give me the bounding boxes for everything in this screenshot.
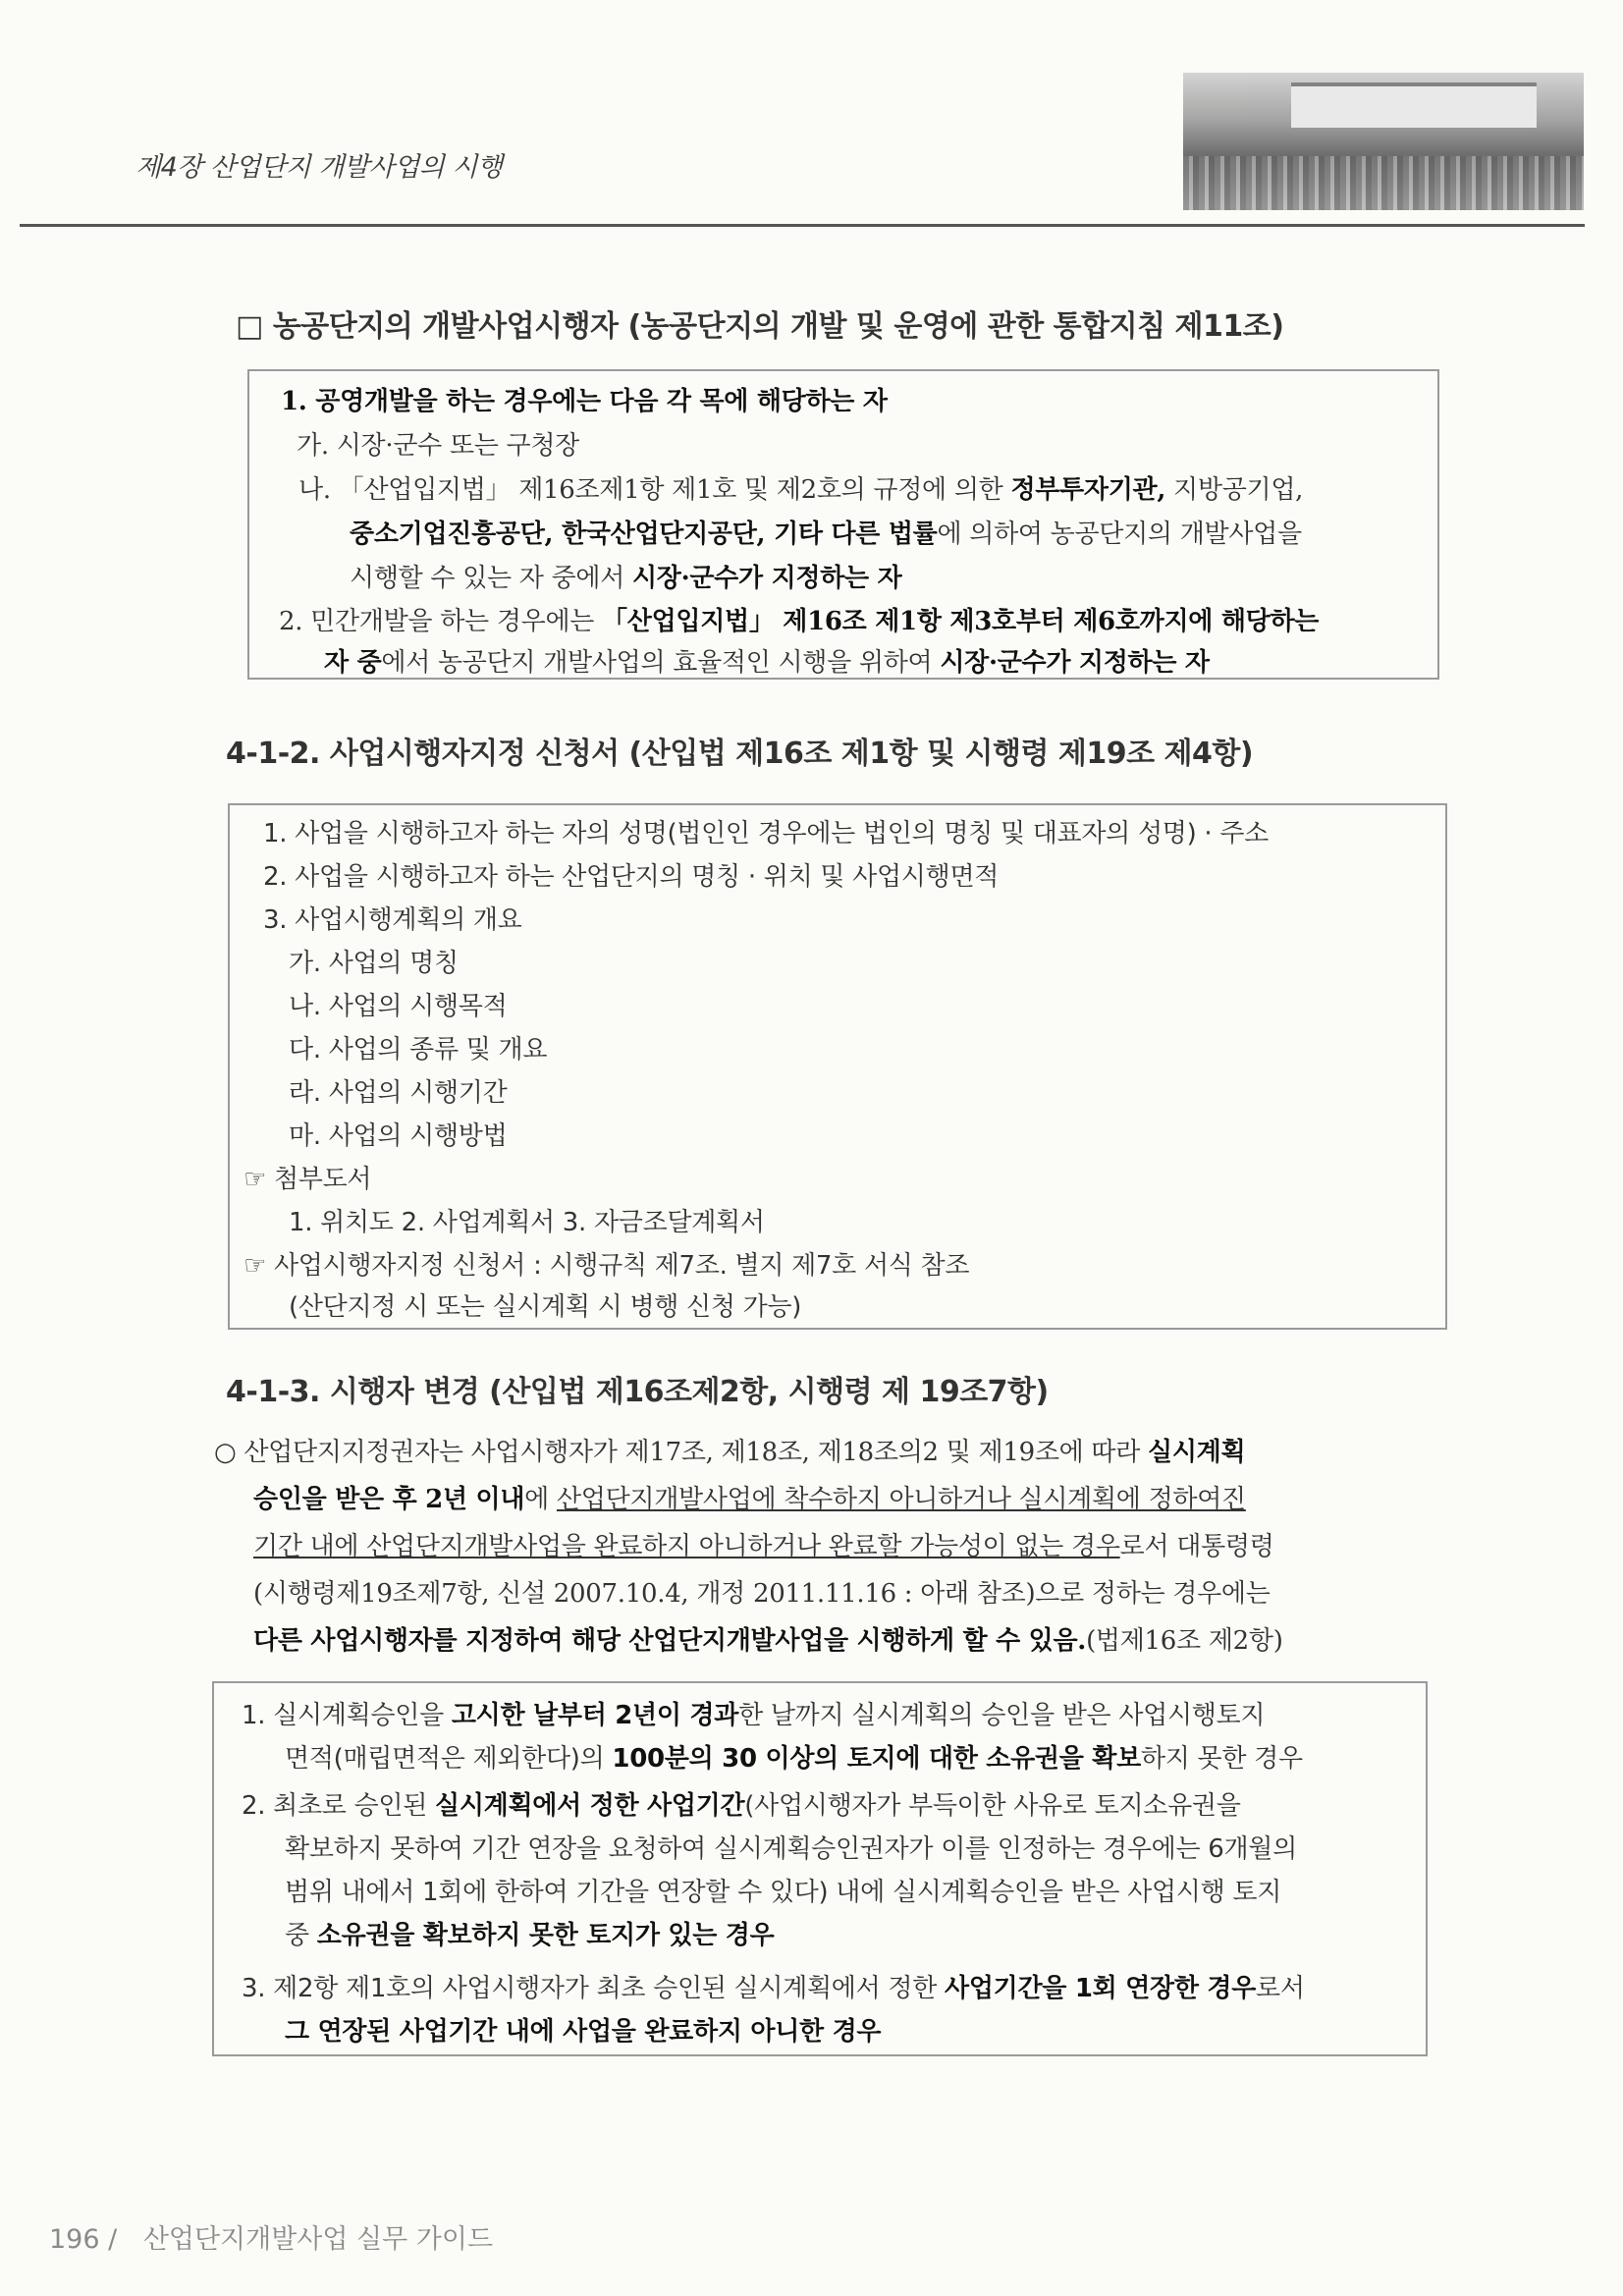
paragraph-line bbox=[253, 1620, 1283, 1657]
text-segment: 마. 사업의 시행방법 bbox=[289, 1121, 508, 1151]
text-segment: 100분의 30 이상의 토지에 대한 소유권을 확보 bbox=[612, 1744, 1141, 1774]
text-segment: 3. 사업시행계획의 개요 bbox=[263, 905, 522, 935]
list-item bbox=[289, 943, 459, 979]
text-segment: 1. 위치도 2. 사업계획서 3. 자금조달계획서 bbox=[289, 1208, 765, 1237]
text-segment: 에 의하여 농공단지의 개발사업을 bbox=[937, 519, 1302, 549]
header-photo bbox=[1183, 73, 1584, 210]
book-title: 산업단지개발사업 실무 가이드 bbox=[142, 2224, 494, 2255]
text-segment: 확보하지 못하여 기간 연장을 요청하여 실시계획승인권자가 이를 인정하는 경우에는 6개월의 bbox=[285, 1834, 1297, 1864]
text-segment: 고시한 날부터 2년이 경과 bbox=[451, 1701, 739, 1730]
header-divider bbox=[20, 224, 1585, 227]
section-413-paragraph bbox=[214, 1432, 1451, 1677]
agro-heading-text: 농공단지의 개발사업시행자 (농공단지의 개발 및 운영에 관한 통합지침 제11조) bbox=[272, 309, 1284, 344]
text-segment: 산업단지개발사업에 착수하지 아니하거나 실시계획에 정하여진 bbox=[556, 1485, 1246, 1514]
text-segment: 정부투자기관, bbox=[1010, 475, 1166, 505]
text-segment: 2. 민간개발을 하는 경우에는 bbox=[279, 607, 603, 636]
section-412-heading: 4-1-2. 사업시행자지정 신청서 (산입법 제16조 제1항 및 시행령 제19조 제4항) bbox=[226, 737, 1254, 771]
attachment-list bbox=[289, 1202, 765, 1238]
list-item bbox=[298, 469, 1303, 506]
text-segment: 면적(매립면적은 제외한다)의 bbox=[285, 1744, 613, 1774]
list-item bbox=[263, 856, 999, 893]
text-segment: 나. 「산업입지법」 제16조제1항 제1호 및 제2호의 규정에 의한 bbox=[298, 475, 1011, 505]
text-segment: ○ 산업단지지정권자는 사업시행자가 제17조, 제18조, 제18조의2 및 제19조에 따라 bbox=[214, 1438, 1149, 1467]
text-segment: 시장·군수가 지정하는 자 bbox=[631, 564, 902, 593]
building-image bbox=[1291, 82, 1537, 128]
text-segment: 다. 사업의 종류 및 개요 bbox=[289, 1035, 548, 1065]
list-item bbox=[285, 1872, 1281, 1908]
paragraph-line bbox=[253, 1479, 1246, 1515]
list-item bbox=[289, 1029, 547, 1066]
section-412-box bbox=[228, 803, 1447, 1330]
text-segment: 다른 사업시행자를 지정하여 해당 산업단지개발사업을 시행하게 할 수 있음. bbox=[253, 1626, 1087, 1656]
agro-section-heading bbox=[236, 301, 1283, 345]
list-item bbox=[285, 1915, 774, 1951]
text-segment: 로서 bbox=[1256, 1974, 1305, 2003]
text-segment: 시장·군수가 지정하는 자 bbox=[940, 648, 1210, 678]
list-item bbox=[285, 1829, 1297, 1865]
list-item bbox=[242, 1695, 1265, 1731]
text-segment: 실시계획에서 정한 사업기간 bbox=[435, 1791, 745, 1821]
text-segment: 시행할 수 있는 자 중에서 bbox=[350, 564, 632, 593]
list-item bbox=[289, 1072, 507, 1109]
list-item bbox=[279, 601, 1319, 637]
text-segment: ☞ 첨부도서 bbox=[243, 1165, 372, 1194]
text-segment: 나. 사업의 시행목적 bbox=[289, 992, 508, 1021]
text-segment: (산단지정 시 또는 실시계획 시 병행 신청 가능) bbox=[289, 1292, 802, 1322]
agro-content-box bbox=[247, 369, 1439, 680]
paragraph-line bbox=[253, 1526, 1274, 1562]
list-item bbox=[263, 900, 521, 936]
text-segment: 1. 실시계획승인을 bbox=[242, 1701, 452, 1730]
text-segment: 그 연장된 사업기간 내에 사업을 완료하지 아니한 경우 bbox=[285, 2017, 882, 2047]
page-number: 196 / bbox=[49, 2224, 118, 2255]
text-segment: ☞ 사업시행자지정 신청서 : 시행규칙 제7조. 별지 제7호 서식 참조 bbox=[243, 1251, 970, 1281]
text-segment: 범위 내에서 1회에 한하여 기간을 연장할 수 있다) 내에 실시계획승인을 받은 사업시행 토지 bbox=[285, 1878, 1282, 1907]
text-segment: 중소기업진흥공단, 한국산업단지공단, 기타 다른 법률 bbox=[350, 519, 938, 549]
text-segment: 에서 농공단지 개발사업의 효율적인 시행을 위하여 bbox=[381, 648, 941, 678]
section-413-box bbox=[212, 1681, 1428, 2056]
list-item bbox=[285, 2011, 881, 2048]
form-note bbox=[289, 1286, 801, 1323]
text-segment: 라. 사업의 시행기간 bbox=[289, 1078, 508, 1108]
text-segment: (사업시행자가 부득이한 사유로 토지소유권을 bbox=[744, 1791, 1241, 1821]
page-footer bbox=[49, 2217, 493, 2256]
text-segment: (시행령제19조제7항, 신설 2007.10.4, 개정 2011.11.16 : 아래 참조)으로 정하는 경우에는 bbox=[253, 1579, 1271, 1609]
chapter-title: 제4장 산업단지 개발사업의 시행 bbox=[135, 152, 503, 183]
list-item bbox=[242, 1968, 1305, 2004]
list-item bbox=[285, 1738, 1303, 1775]
text-segment: 1. 공영개발을 하는 경우에는 다음 각 목에 해당하는 자 bbox=[281, 387, 888, 416]
text-segment: 한 날까지 실시계획의 승인을 받은 사업시행토지 bbox=[738, 1701, 1266, 1730]
text-segment: 가. 시장·군수 또는 구청장 bbox=[297, 431, 579, 461]
text-segment: 로서 대통령령 bbox=[1119, 1532, 1274, 1561]
text-segment: 중 bbox=[285, 1921, 317, 1950]
form-reference bbox=[243, 1245, 969, 1282]
list-item bbox=[289, 1116, 507, 1152]
text-segment: 1. 사업을 시행하고자 하는 자의 성명(법인인 경우에는 법인의 명칭 및 대표자의 성명) · 주소 bbox=[263, 819, 1269, 848]
list-item bbox=[263, 813, 1269, 849]
text-segment: 「산업입지법」 제16조 제1항 제3호부터 제6호까지에 해당하는 bbox=[602, 607, 1320, 636]
list-item bbox=[289, 986, 507, 1022]
text-segment: 사업기간을 1회 연장한 경우 bbox=[945, 1974, 1257, 2003]
text-segment: 자 중 bbox=[324, 648, 382, 678]
text-segment: 소유권을 확보하지 못한 토지가 있는 경우 bbox=[316, 1921, 775, 1950]
list-item bbox=[297, 425, 579, 462]
attachment-label bbox=[243, 1159, 371, 1195]
text-segment: 승인을 받은 후 2년 이내 bbox=[253, 1485, 525, 1514]
text-segment: 가. 사업의 명칭 bbox=[289, 949, 459, 978]
text-segment: (법제16조 제2항) bbox=[1086, 1626, 1283, 1656]
water-reflection-image bbox=[1183, 156, 1584, 210]
text-segment: 기간 내에 산업단지개발사업을 완료하지 아니하거나 완료할 가능성이 없는 경우 bbox=[253, 1532, 1120, 1561]
paragraph-line bbox=[253, 1573, 1271, 1610]
checkbox-icon: □ bbox=[236, 309, 263, 344]
text-segment: 2. 사업을 시행하고자 하는 산업단지의 명칭 · 위치 및 사업시행면적 bbox=[263, 862, 1000, 892]
text-segment: 3. 제2항 제1호의 사업시행자가 최초 승인된 실시계획에서 정한 bbox=[242, 1974, 945, 2003]
text-segment: 실시계획 bbox=[1148, 1438, 1246, 1467]
section-413-heading: 4-1-3. 시행자 변경 (산입법 제16조제2항, 시행령 제 19조7항) bbox=[226, 1375, 1049, 1409]
text-segment: 에 bbox=[524, 1485, 557, 1514]
paragraph-line bbox=[214, 1432, 1245, 1468]
text-segment: 2. 최초로 승인된 bbox=[242, 1791, 435, 1821]
list-item bbox=[281, 381, 888, 417]
text-segment: 하지 못한 경우 bbox=[1140, 1744, 1303, 1774]
list-item bbox=[350, 514, 1302, 550]
list-item bbox=[242, 1785, 1241, 1822]
list-item bbox=[350, 558, 901, 594]
list-item bbox=[324, 642, 1210, 679]
text-segment: 지방공기업, bbox=[1165, 475, 1304, 505]
